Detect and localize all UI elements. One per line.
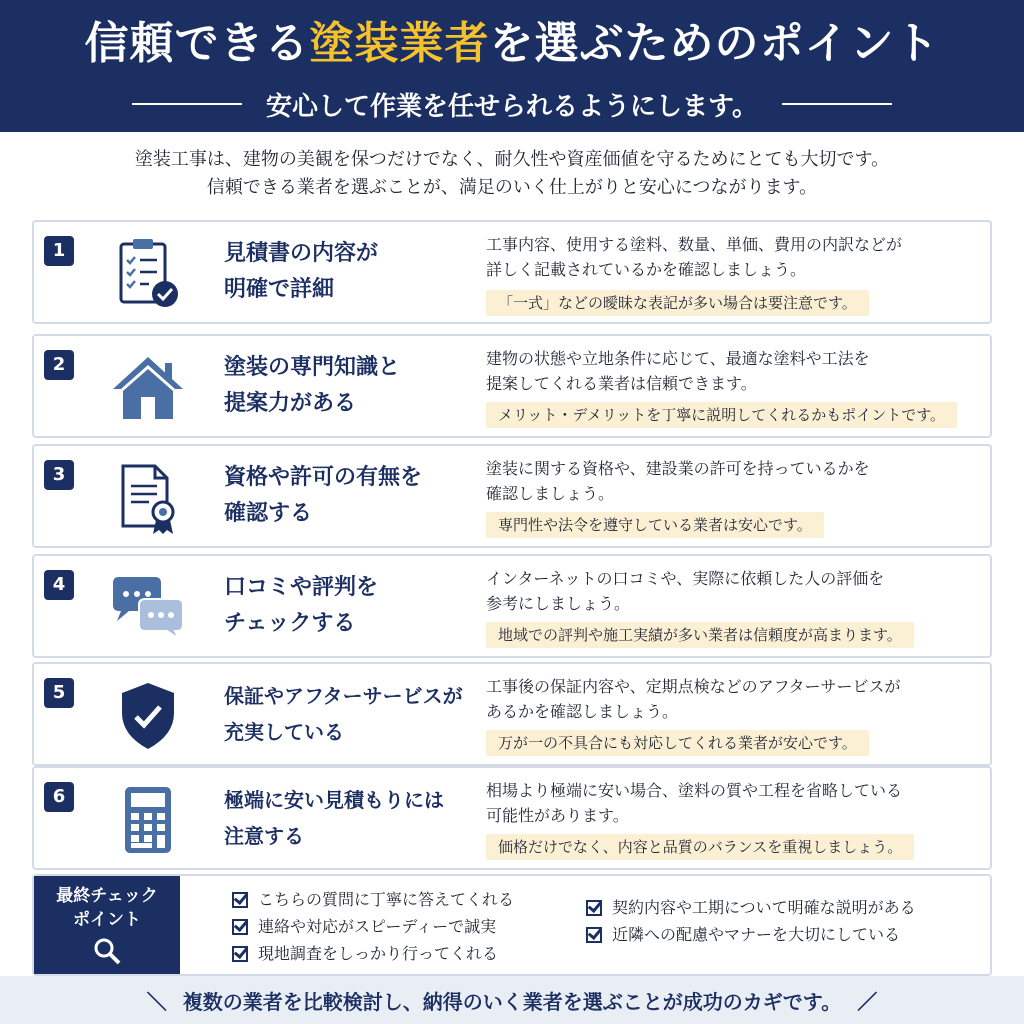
point-number: 4 — [44, 570, 74, 600]
point-description: 相場より極端に安い場合、塗料の質や工程を省略している 可能性があります。 — [486, 781, 903, 825]
point-note: 専門性や法令を遵守している業者は安心です。 — [486, 512, 824, 538]
point-card-1 — [32, 220, 992, 324]
point-note: 「一式」などの曖昧な表記が多い場合は要注意です。 — [486, 290, 869, 316]
header-banner — [0, 0, 1024, 132]
point-number: 6 — [44, 782, 74, 812]
footer-slash-right: ／ — [857, 989, 878, 1014]
checkbox-checked-icon — [586, 927, 602, 943]
point-note: 価格だけでなく、内容と品質のバランスを重視しましょう。 — [486, 834, 914, 860]
checklist-item — [586, 894, 916, 921]
point-description: 工事後の保証内容や、定期点検などのアフターサービスが あるかを確認しましょう。 — [486, 677, 901, 721]
calculator-icon — [108, 782, 188, 858]
subtitle-row — [0, 84, 1024, 124]
checklist-item — [232, 940, 514, 967]
point-description: 建物の状態や立地条件に応じて、最適な塗料や工法を 提案してくれる業者は信頼できます。 — [486, 349, 870, 393]
point-number: 3 — [44, 460, 74, 490]
point-card-4 — [32, 554, 992, 658]
checklist-item-label: こちらの質問に丁寧に答えてくれる — [258, 890, 515, 909]
point-title: 資格や許可の有無を 確認する — [224, 465, 423, 526]
checklist-item-label: 契約内容や工期について明確な説明がある — [612, 898, 916, 917]
certificate-icon — [108, 460, 188, 536]
point-note: 万が一の不具合にも対応してくれる業者が安心です。 — [486, 730, 869, 756]
footer-slash-left: ＼ — [146, 989, 167, 1014]
page-subtitle: 安心して作業を任せられるようにします。 — [266, 91, 758, 122]
footer-text: 複数の業者を比較検討し、納得のいく業者を選ぶことが成功のカギです。 — [182, 989, 842, 1014]
title-accent: 塗装業者 — [309, 18, 490, 69]
clipboard-check-icon — [108, 236, 188, 312]
point-title: 塗装の専門知識と 提案力がある — [224, 355, 401, 416]
point-title: 極端に安い見積もりには 注意する — [224, 788, 444, 848]
point-note: 地域での評判や施工実績が多い業者は信頼度が高まります。 — [486, 622, 914, 648]
title-pre: 信頼できる — [84, 18, 310, 69]
chat-bubbles-icon — [108, 570, 188, 646]
point-card-3 — [32, 444, 992, 548]
point-title: 保証やアフターサービスが 充実している — [224, 684, 463, 744]
point-description: 工事内容、使用する塗料、数量、単価、費用の内訳などが 詳しく記載されているかを確認しましょう。 — [486, 235, 903, 279]
checklist-item — [232, 913, 514, 940]
subtitle-divider-right — [782, 103, 892, 105]
checklist-right — [586, 894, 916, 948]
house-icon — [108, 350, 188, 426]
checkbox-checked-icon — [232, 892, 248, 908]
intro-line-1: 塗装工事は、建物の美観を保つだけでなく、耐久性や資産価値を守るためにとても大切です。 — [134, 149, 890, 170]
checkbox-checked-icon — [232, 946, 248, 962]
checklist-item — [232, 886, 514, 913]
point-number: 2 — [44, 350, 74, 380]
checklist-item-label: 近隣への配慮やマナーを大切にしている — [612, 925, 901, 944]
shield-check-icon — [108, 678, 188, 754]
point-title: 口コミや評判を チェックする — [224, 575, 379, 636]
footer-banner — [0, 976, 1024, 1024]
point-card-6 — [32, 766, 992, 870]
title-post: を選ぶためのポイント — [489, 18, 940, 69]
intro-text — [40, 146, 984, 202]
point-card-5 — [32, 662, 992, 766]
checkbox-checked-icon — [232, 919, 248, 935]
point-note: メリット・デメリットを丁寧に説明してくれるかもポイントです。 — [486, 402, 957, 428]
point-description: インターネットの口コミや、実際に依頼した人の評価を 参考にしましょう。 — [486, 569, 885, 613]
checkbox-checked-icon — [586, 900, 602, 916]
magnifier-icon — [34, 936, 180, 970]
point-number: 1 — [44, 236, 74, 266]
checklist-left — [232, 886, 514, 967]
final-check-box — [32, 874, 992, 976]
point-card-2 — [32, 334, 992, 438]
point-description: 塗装に関する資格や、建設業の許可を持っているかを 確認しましょう。 — [486, 459, 870, 503]
subtitle-divider-left — [132, 103, 242, 105]
point-title: 見積書の内容が 明確で詳細 — [224, 241, 379, 302]
checklist-item — [586, 921, 916, 948]
page-title — [0, 14, 1024, 74]
final-check-title: 最終チェック ポイント — [56, 886, 158, 930]
intro-line-2: 信頼できる業者を選ぶことが、満足のいく仕上がりと安心につながります。 — [206, 177, 818, 198]
point-number: 5 — [44, 678, 74, 708]
final-check-badge — [34, 876, 180, 974]
checklist-item-label: 連絡や対応がスピーディーで誠実 — [258, 917, 497, 936]
checklist-item-label: 現地調査をしっかり行ってくれる — [258, 944, 499, 963]
